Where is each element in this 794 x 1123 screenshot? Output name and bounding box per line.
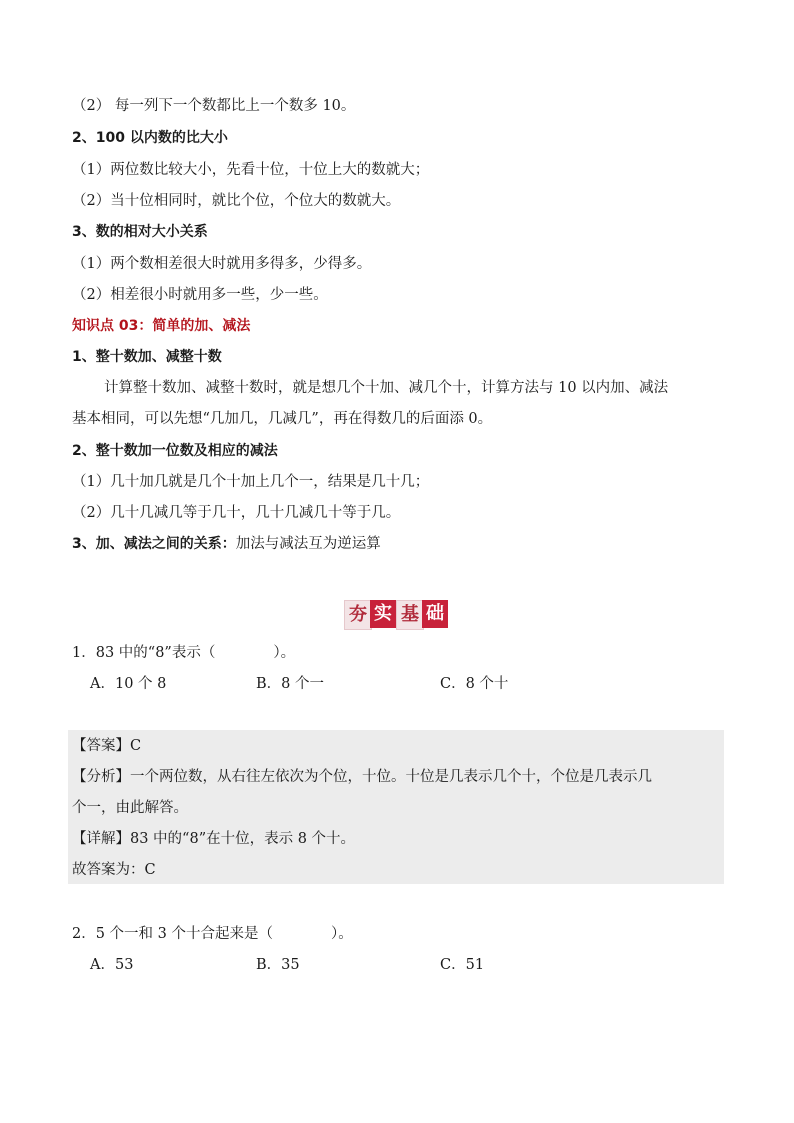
banner-char: 夯 xyxy=(344,600,372,630)
question-stem: 1．83 中的“8”表示（ ）。 xyxy=(72,645,296,661)
rule-line: （2） 每一列下一个数都比上一个数多 10。 xyxy=(72,98,356,114)
analysis-line: 【分析】一个两位数，从右往左依次为个位，十位。十位是几表示几个十，个位是几表示几 xyxy=(72,769,652,785)
option-b: B．35 xyxy=(256,957,300,973)
rule-line: （2）几十几减几等于几十，几十几减几十等于几。 xyxy=(72,505,401,521)
option-b: B．8 个一 xyxy=(256,676,324,692)
option-c: C．8 个十 xyxy=(440,676,509,692)
conclusion-line: 故答案为：C xyxy=(72,862,156,878)
banner-char: 基 xyxy=(396,600,424,630)
question-stem: 2．5 个一和 3 个十合起来是（ ）。 xyxy=(72,926,353,942)
section-heading: 2、整十数加一位数及相应的减法 xyxy=(72,443,278,459)
option-c: C．51 xyxy=(440,957,485,973)
paragraph-line: 基本相同，可以先想“几加几，几减几”，再在得数几的后面添 0。 xyxy=(72,411,493,427)
relation-text: 加法与减法互为逆运算 xyxy=(235,536,381,552)
banner-char: 础 xyxy=(422,600,448,628)
option-a: A．10 个 8 xyxy=(90,676,167,692)
option-a: A．53 xyxy=(90,957,134,973)
relation-line xyxy=(72,534,381,554)
paragraph-line: 计算整十数加、减整十数时，就是想几个十加、减几个十，计算方法与 10 以内加、减法 xyxy=(104,380,669,396)
section-heading: 1、整十数加、减整十数 xyxy=(72,349,222,365)
relation-heading: 3、加、减法之间的关系： xyxy=(72,536,236,552)
analysis-line: 个一，由此解答。 xyxy=(72,800,188,816)
banner-char: 实 xyxy=(370,600,396,628)
detail-line: 【详解】83 中的“8”在十位，表示 8 个十。 xyxy=(72,831,356,847)
section-heading: 2、100 以内数的比大小 xyxy=(72,130,228,146)
section-heading: 3、数的相对大小关系 xyxy=(72,224,208,240)
rule-line: （2）相差很小时就用多一些，少一些。 xyxy=(72,287,328,303)
rule-line: （1）几十加几就是几个十加上几个一，结果是几十几； xyxy=(72,474,430,490)
rule-line: （1）两个数相差很大时就用多得多，少得多。 xyxy=(72,256,372,272)
rule-line: （2）当十位相同时，就比个位，个位大的数就大。 xyxy=(72,193,401,209)
knowledge-point-title: 知识点 03：简单的加、减法 xyxy=(72,318,251,334)
rule-line: （1）两位数比较大小，先看十位，十位上大的数就大； xyxy=(72,162,430,178)
answer-line: 【答案】C xyxy=(72,738,142,754)
